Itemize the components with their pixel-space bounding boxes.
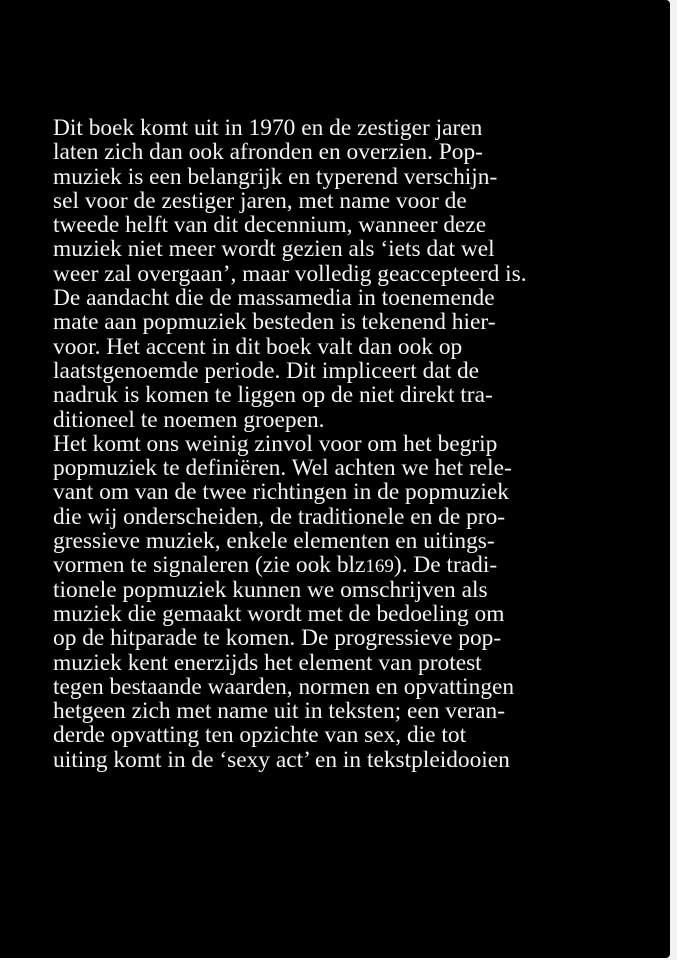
text-line: muziek niet meer wordt gezien als ‘iets dat wel [53, 236, 495, 263]
text-line-with-page-ref [53, 553, 613, 577]
text-line: Het komt ons weinig zinvol voor om het begrip [53, 430, 498, 457]
text-line: uiting komt in de ‘sexy act’ en in tekstpleidooien [53, 746, 510, 773]
text-line: muziek is een belangrijk en typerend verschijn- [53, 163, 498, 190]
text-line: tionele popmuziek kunnen we omschrijven als [53, 576, 488, 603]
page-edge [670, 0, 677, 960]
body-text [53, 116, 613, 772]
text-line: die wij onderscheiden, de traditionele en de pro- [53, 503, 506, 530]
text-line: tweede helft van dit decennium, wanneer deze [53, 212, 487, 239]
text-line-head: vormen te signaleren (zie ook blz [53, 552, 366, 579]
page-reference-number: 169 [365, 556, 394, 578]
text-line: mate aan popmuziek besteden is tekenend hier- [53, 309, 496, 336]
text-line: Dit boek komt uit in 1970 en de zestiger jaren [53, 115, 483, 141]
text-line: laten zich dan ook afronden en overzien. Pop- [53, 139, 483, 166]
text-line: gressieve muziek, enkele elementen en uitings- [53, 528, 495, 555]
text-line: muziek kent enerzijds het element van protest [53, 649, 482, 676]
text-line: derde opvatting ten opzichte van sex, die tot [53, 722, 467, 749]
text-line: ditioneel te noemen groepen. [53, 406, 325, 433]
text-line: laatstgenoemde periode. Dit impliceert dat de [53, 357, 480, 384]
text-line: voor. Het accent in dit boek valt dan ook op [53, 333, 463, 360]
text-line: De aandacht die de massamedia in toenemende [53, 285, 495, 312]
text-line: weer zal overgaan’, maar volledig geaccepteerd is. [53, 260, 527, 287]
text-line: nadruk is komen te liggen op de niet direkt tra- [53, 382, 493, 409]
text-line: hetgeen zich met name uit in teksten; een veran- [53, 698, 506, 725]
text-line: popmuziek te definiëren. Wel achten we het rele- [53, 455, 512, 482]
text-line: tegen bestaande waarden, normen en opvattingen [53, 673, 515, 700]
text-line: muziek die gemaakt wordt met de bedoeling om [53, 600, 505, 627]
text-line-tail: ). De tradi- [393, 552, 498, 579]
text-line: op de hitparade te komen. De progressieve pop- [53, 625, 502, 652]
text-line: vant om van de twee richtingen in de popmuziek [53, 479, 509, 506]
text-line: sel voor de zestiger jaren, met name voor de [53, 187, 467, 214]
